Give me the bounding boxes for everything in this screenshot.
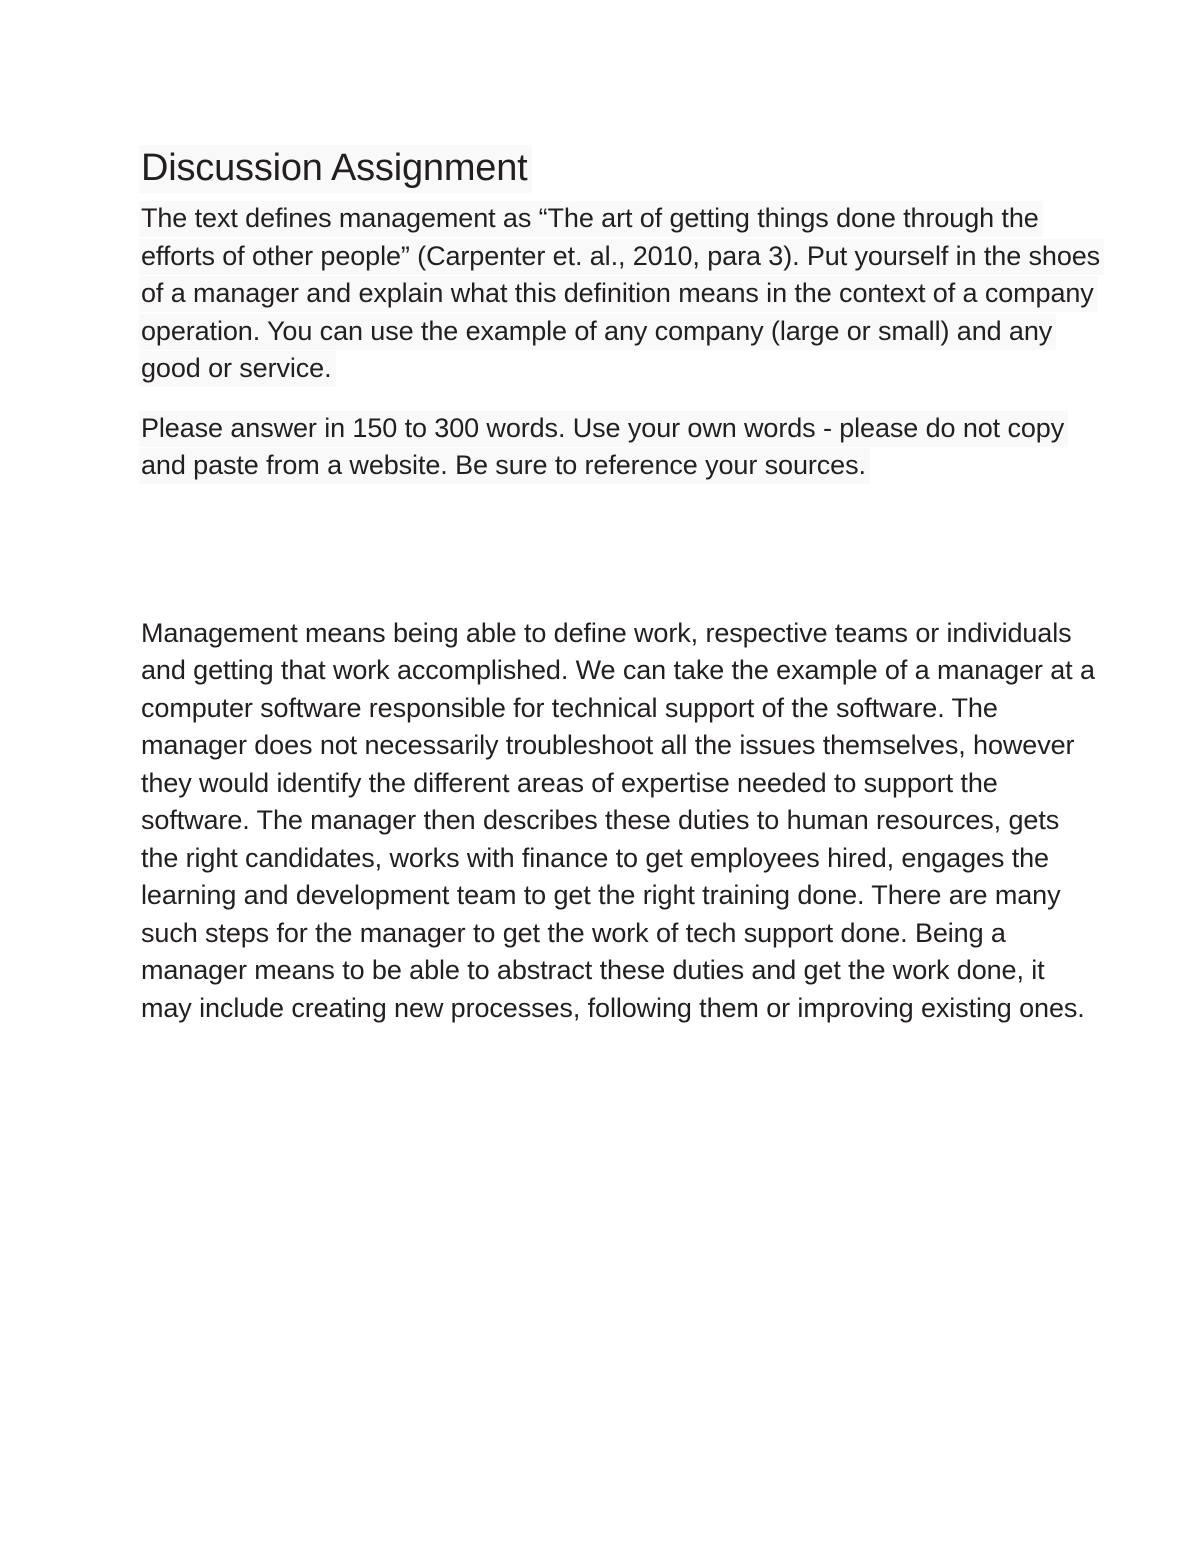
- student-answer: Management means being able to define work, respective teams or individuals and getting that work accomplished. We can take the example of a manager at a computer software responsible for technical support of the software. The manager does not necessarily troubleshoot all the issues themselves, however they would identify the different areas of expertise needed to support the software. The manager then describes these duties to human resources, gets the right candidates, works with finance to get employees hired, engages the learning and development team to get the right training done. There are many such steps for the manager to get the work of tech support done. Being a manager means to be able to abstract these duties and get the work done, it may include creating new processes, following them or improving existing ones.: [141, 617, 1095, 1023]
- document-title: [141, 142, 1101, 194]
- document-title-text: Discussion Assignment: [139, 145, 532, 193]
- document-body: [141, 142, 1101, 1027]
- assignment-prompt-text: The text defines management as “The art of getting things done through the efforts of other people” (Carpenter et. al., 2010, para 3). Put yourself in the shoes of a manager and explain what this definition means in the context of a company operation. You can use the example of any company (large or small) and any good or service.: [139, 201, 1104, 387]
- assignment-prompt: [141, 200, 1101, 388]
- assignment-instructions: [141, 410, 1101, 485]
- assignment-instructions-text: Please answer in 150 to 300 words. Use your own words - please do not copy and paste from a website. Be sure to reference your sources.: [139, 411, 1068, 485]
